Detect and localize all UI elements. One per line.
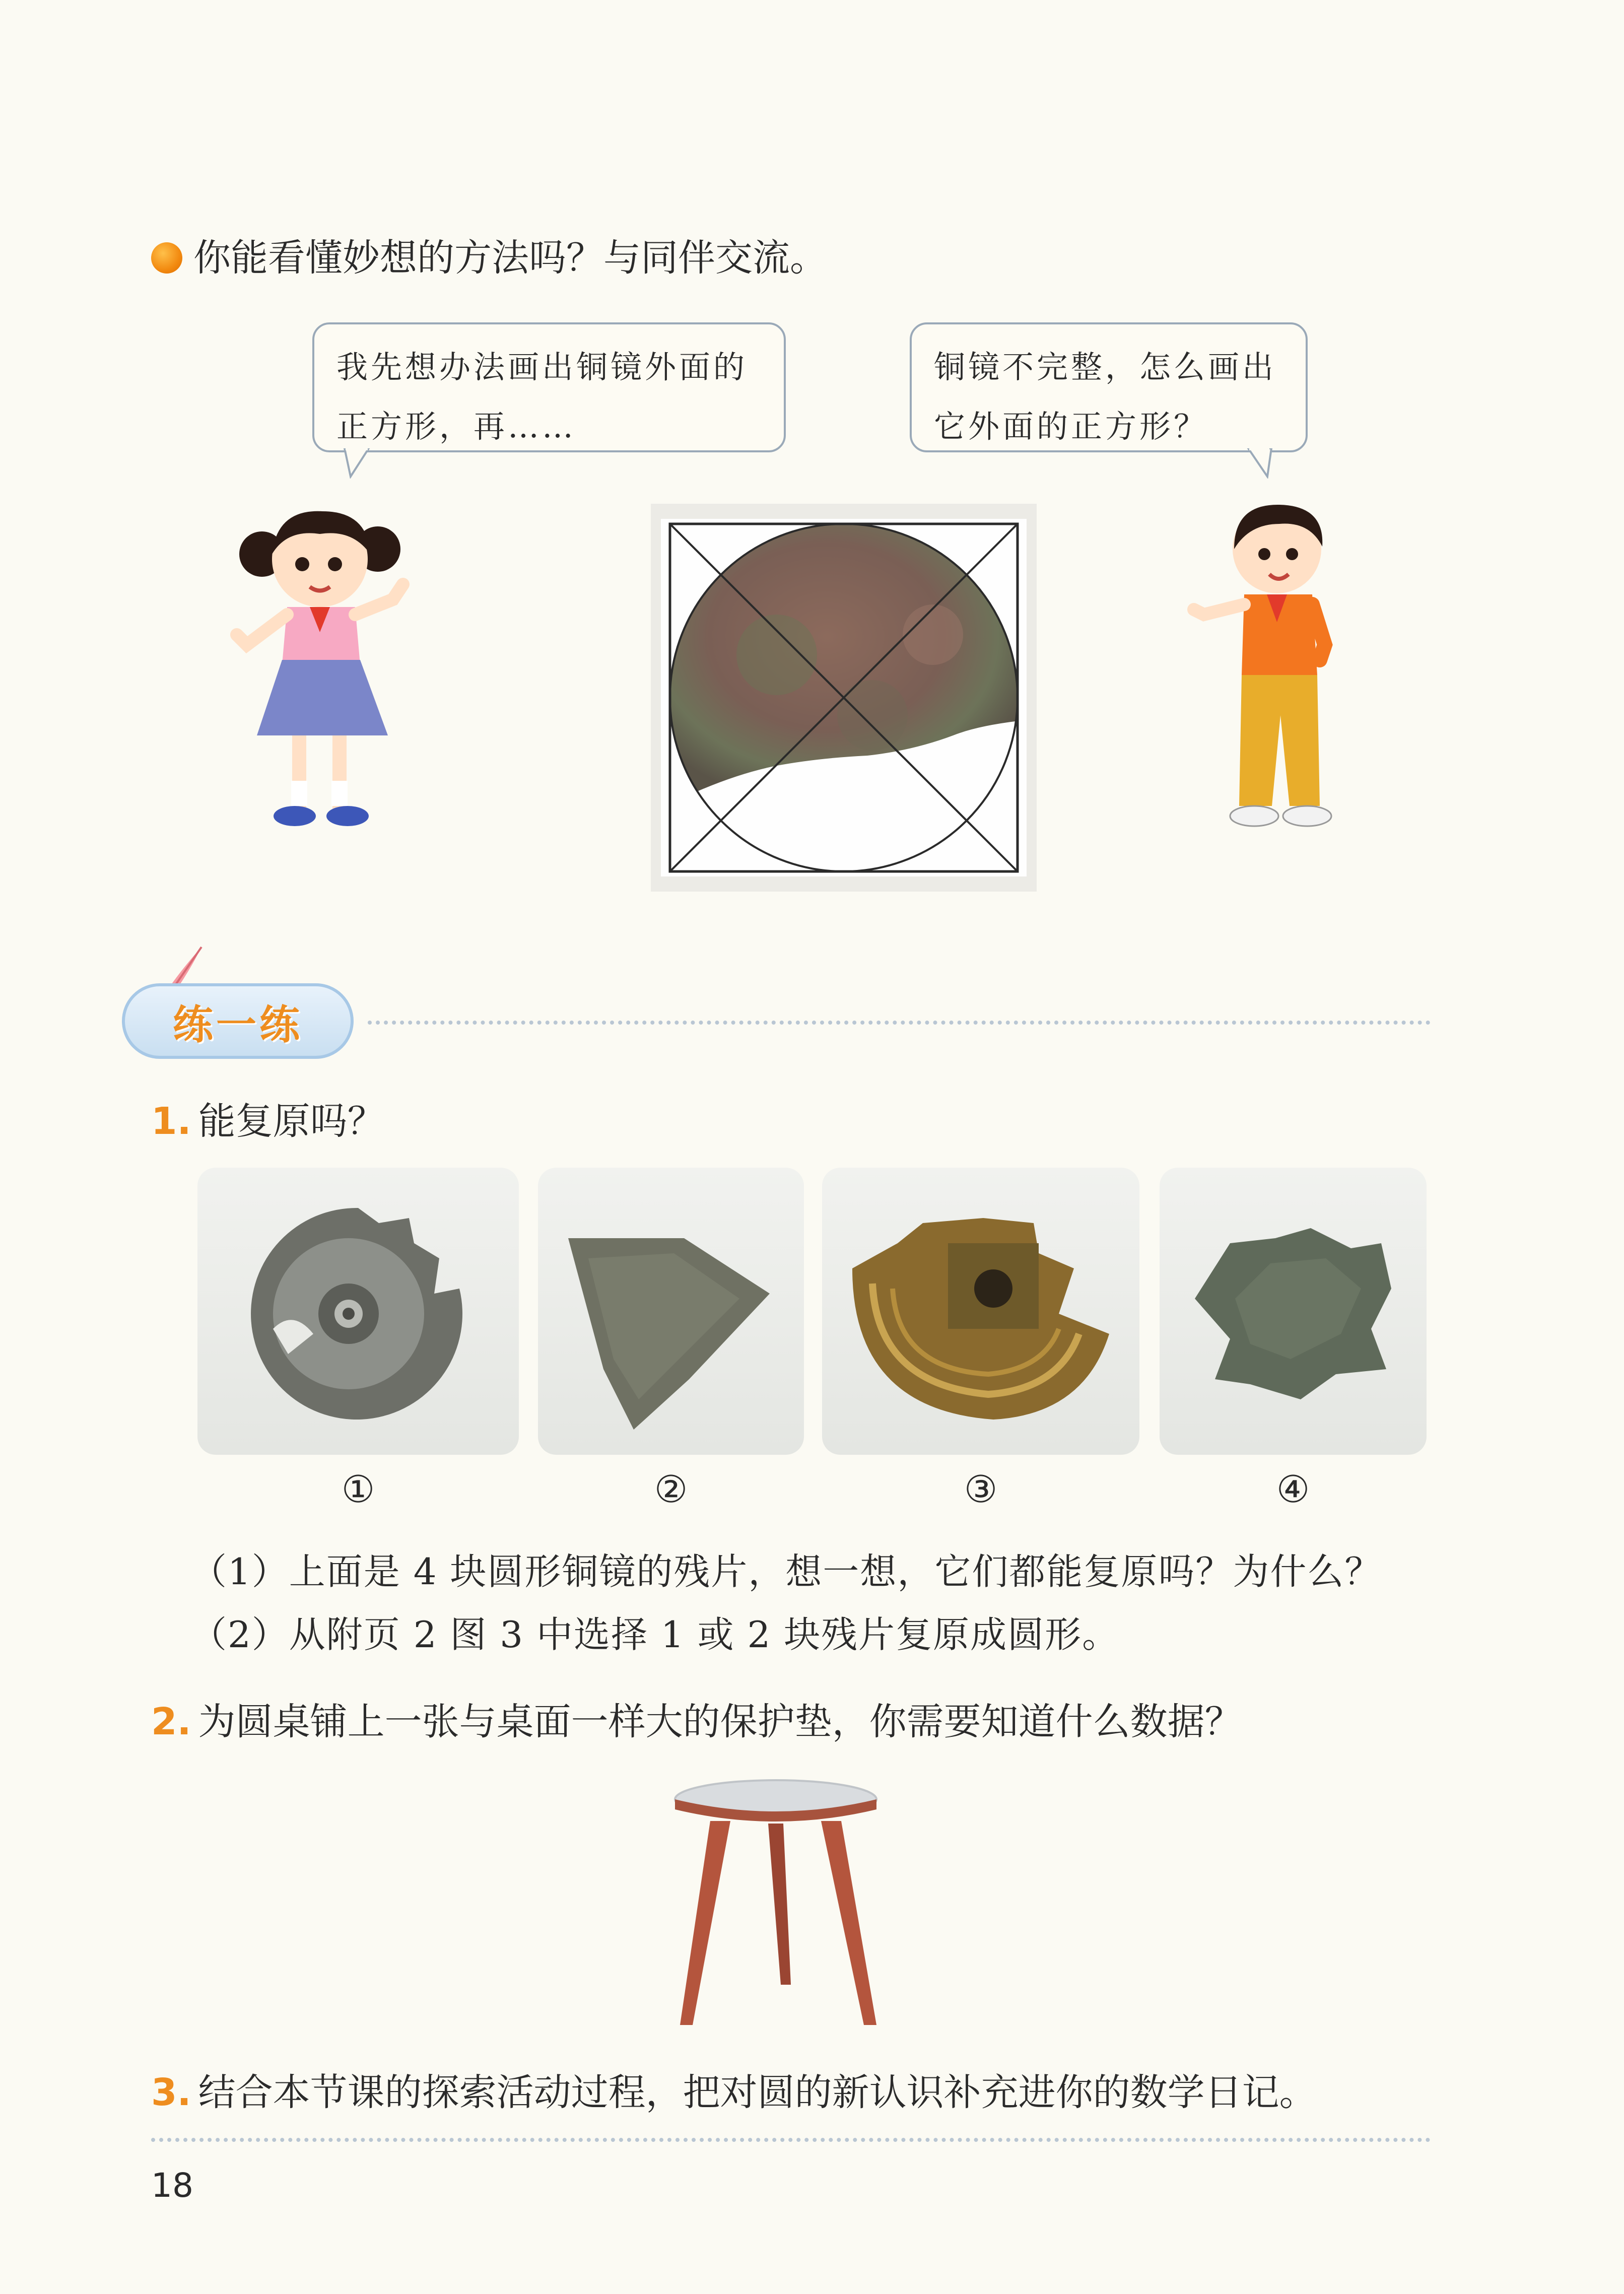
speech-bubble-girl-line2: 正方形，再…… <box>336 408 577 445</box>
fragment-4-image <box>1160 1168 1427 1455</box>
speech-bubble-girl <box>312 322 786 452</box>
section-heading-text: 你能看懂妙想的方法吗？与同伴交流。 <box>193 236 827 280</box>
orange-bullet-icon <box>151 242 182 274</box>
section-heading <box>151 233 827 283</box>
fragment-label-1: ① <box>341 1468 375 1511</box>
fragment-2-image <box>538 1168 804 1455</box>
question-2 <box>151 1697 1242 1747</box>
fragment-3-image <box>822 1168 1139 1455</box>
fragment-card-4 <box>1160 1168 1427 1455</box>
question-3-text: 结合本节课的探索活动过程，把对圆的新认识补充进你的数学日记。 <box>198 2071 1317 2114</box>
fragment-card-3 <box>822 1168 1139 1455</box>
page-number: 18 <box>151 2166 193 2205</box>
speech-bubble-boy-line1: 铜镜不完整，怎么画出 <box>934 349 1277 385</box>
question-1 <box>151 1096 385 1146</box>
mirror-diagram <box>651 504 1037 892</box>
boy-illustration <box>1184 494 1355 846</box>
practice-divider <box>368 1021 1431 1025</box>
speech-bubble-boy-tail <box>1244 448 1274 479</box>
fragment-card-1 <box>197 1168 519 1455</box>
fragment-label-2: ② <box>654 1468 688 1511</box>
question-2-number: 2. <box>151 1700 191 1743</box>
girl-illustration <box>227 499 428 851</box>
fragment-1-image <box>197 1168 519 1455</box>
question-2-text: 为圆桌铺上一张与桌面一样大的保护垫，你需要知道什么数据？ <box>198 1700 1242 1743</box>
speech-bubble-girl-tail <box>343 448 373 479</box>
practice-badge <box>122 983 354 1059</box>
practice-title: 练一练 <box>173 1001 303 1048</box>
fragment-label-4: ④ <box>1276 1468 1310 1511</box>
question-3 <box>151 2067 1317 2118</box>
question-1-sub-1: （1）上面是 4 块圆形铜镜的残片，想一想，它们都能复原吗？为什么？ <box>190 1550 1382 1593</box>
question-1-sub-2: （2）从附页 2 图 3 中选择 1 或 2 块残片复原成圆形。 <box>190 1613 1120 1656</box>
question-1-text: 能复原吗？ <box>198 1100 385 1143</box>
question-3-number: 3. <box>151 2071 191 2114</box>
speech-bubble-boy-line2: 它外面的正方形？ <box>934 408 1208 445</box>
round-table-illustration <box>665 1773 887 2035</box>
mirror-diagram-photo <box>651 504 1037 892</box>
footer-divider <box>151 2138 1431 2142</box>
speech-bubble-girl-line1: 我先想办法画出铜镜外面的 <box>336 349 748 385</box>
question-1-number: 1. <box>151 1100 191 1143</box>
speech-bubble-boy <box>910 322 1308 452</box>
fragment-card-2 <box>538 1168 804 1455</box>
fragment-label-3: ③ <box>964 1468 998 1511</box>
